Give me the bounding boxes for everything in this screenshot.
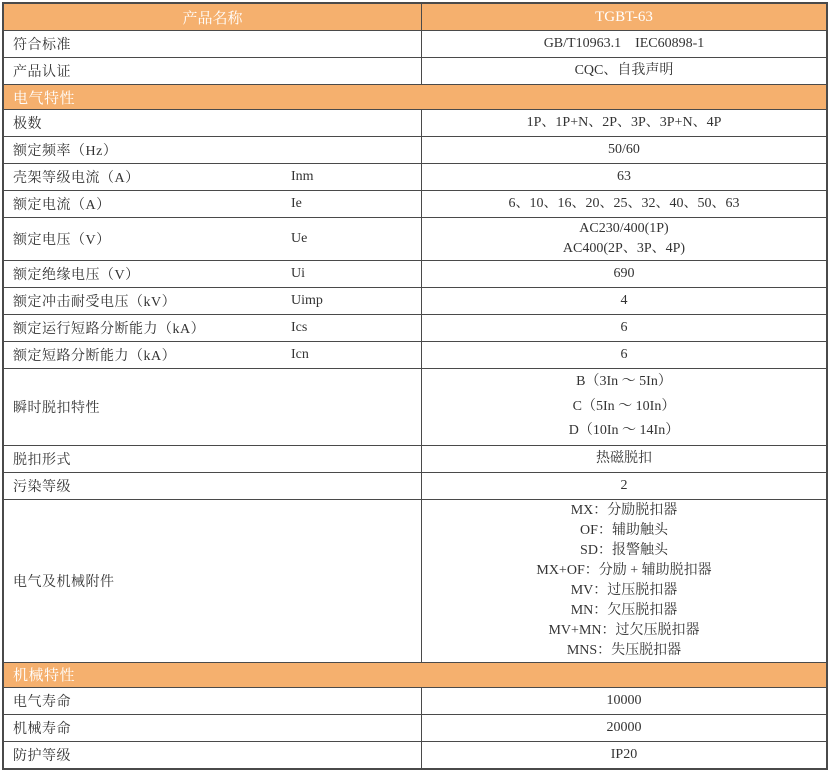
row-value: 2 (620, 477, 628, 493)
row-label: 额定电压（V） (13, 233, 111, 248)
row-symbol: Uimp (291, 293, 323, 308)
row-label: 额定绝缘电压（V） (13, 268, 140, 283)
table-row-rated-voltage (4, 218, 826, 261)
row-value: 10000 (606, 692, 642, 708)
row-value: 63 (617, 169, 631, 184)
row-value: IP20 (610, 746, 638, 762)
header-product-model (422, 4, 826, 30)
table-row-insulation-voltage (4, 261, 826, 288)
row-label: 电气寿命 (13, 694, 71, 710)
table-row-rated-frequency (4, 137, 826, 164)
table-row-trip-type (4, 446, 826, 473)
row-value: AC230/400(1P) AC400(2P、3P、4P) (562, 221, 686, 256)
row-label: 额定运行短路分断能力（kA） (13, 322, 206, 337)
row-label: 额定冲击耐受电压（kV） (13, 295, 177, 310)
row-label: 电气及机械附件 (13, 574, 115, 590)
table-row-poles (4, 110, 826, 137)
row-value: 6、10、16、20、25、32、40、50、63 (508, 196, 740, 211)
row-label: 防护等级 (13, 748, 71, 764)
row-symbol: Inm (291, 169, 314, 184)
row-value: MX：分励脱扣器 OF：辅助触头 SD：报警触头 MX+OF：分励 + 辅助脱扣器 MV：过压脱扣器 MN：欠压脱扣器 MV+MN：过欠压脱扣器 MNS：失压脱扣器 (536, 502, 712, 658)
table-row-electrical-life (4, 688, 826, 715)
section-header-electrical (4, 85, 826, 110)
section-label: 机械特性 (13, 668, 76, 684)
product-model-text: TGBT-63 (595, 9, 653, 25)
row-value: 50/60 (608, 142, 640, 157)
table-header-row (4, 4, 826, 31)
table-row-ics (4, 315, 826, 342)
row-symbol: Ie (291, 196, 302, 211)
row-label: 产品认证 (13, 65, 71, 80)
row-label: 机械寿命 (13, 721, 71, 737)
row-symbol: Icn (291, 347, 309, 362)
row-label: 额定频率（Hz） (13, 144, 118, 159)
table-row-impulse-voltage (4, 288, 826, 315)
table-row-frame-current (4, 164, 826, 191)
row-value: 6 (620, 320, 628, 335)
row-symbol: Ics (291, 320, 308, 335)
section-header-mechanical (4, 663, 826, 688)
table-row-pollution-degree (4, 473, 826, 500)
row-value: CQC、自我声明 (574, 63, 674, 78)
table-row-rated-current (4, 191, 826, 218)
row-value: B（3In ～ 5In） C（5In ～ 10In） D（10In ～ 14In） (568, 374, 680, 438)
row-value: 20000 (606, 719, 642, 735)
row-value: 6 (620, 347, 628, 362)
section-label: 电气特性 (13, 90, 76, 107)
table-row-accessories (4, 500, 826, 663)
row-value: 690 (613, 266, 635, 281)
row-label: 脱扣形式 (13, 452, 71, 468)
header-product-name-label: 产品名称 (4, 4, 422, 30)
row-value: 热磁脱扣 (596, 450, 652, 466)
row-value: GB/T10963.1 IEC60898-1 (543, 36, 705, 51)
table-row-icn (4, 342, 826, 369)
row-label: 额定电流（A） (13, 198, 111, 213)
table-row-protection-grade (4, 742, 826, 768)
row-label: 符合标准 (13, 38, 71, 53)
row-symbol: Ui (291, 266, 305, 281)
table-row-certification (4, 58, 826, 85)
row-label: 额定短路分断能力（kA） (13, 349, 177, 364)
table-row-trip-characteristics (4, 369, 826, 446)
row-value: 4 (620, 293, 628, 308)
table-row-mechanical-life (4, 715, 826, 742)
row-symbol: Ue (291, 231, 308, 246)
row-label: 污染等级 (13, 479, 71, 495)
row-value: 1P、1P+N、2P、3P、3P+N、4P (526, 115, 722, 130)
table-row-standards (4, 31, 826, 58)
row-label: 壳架等级电流（A） (13, 171, 140, 186)
product-spec-table (2, 2, 828, 770)
row-label: 极数 (13, 117, 42, 132)
row-label: 瞬时脱扣特性 (13, 400, 100, 416)
